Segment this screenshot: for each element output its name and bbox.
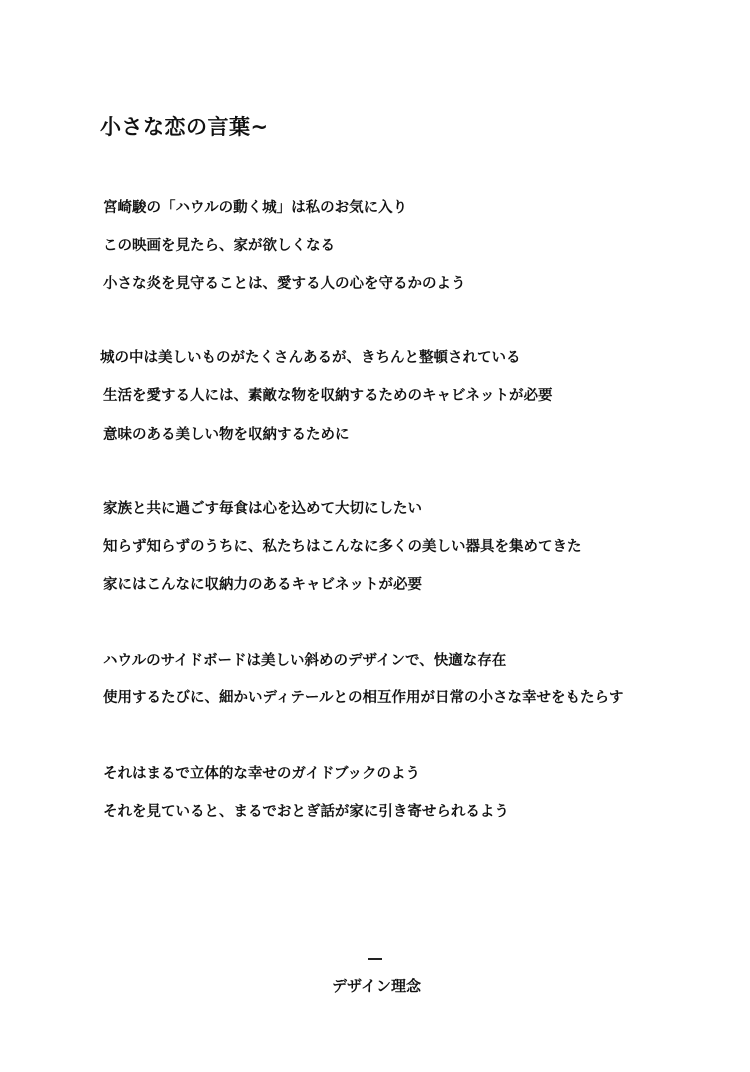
text-line: 家にはこんなに収納力のあるキャビネットが必要	[103, 577, 422, 593]
text-line: それを見ていると、まるでおとぎ話が家に引き寄せられるよう	[103, 804, 509, 820]
text-line: ハウルのサイドボードは美しい斜めのデザインで、快適な存在	[103, 653, 507, 669]
text-line: 使用するたびに、細かいディテールとの相互作用が日常の小さな幸せをもたらす	[103, 690, 624, 706]
text-line: 生活を愛する人には、素敵な物を収納するためのキャビネットが必要	[103, 388, 553, 404]
text-line: 知らず知らずのうちに、私たちはこんなに多くの美しい器具を集めてきた	[103, 539, 582, 555]
text-line: 家族と共に過ごす毎食は心を込めて大切にしたい	[103, 501, 422, 517]
signature-dash	[368, 958, 382, 960]
text-line: 宮崎駿の「ハウルの動く城」は私のお気に入り	[103, 200, 408, 216]
text-line: 城の中は美しいものがたくさんあるが、きちんと整頓されている	[100, 350, 521, 366]
text-line: この映画を見たら、家が欲しくなる	[103, 238, 335, 254]
text-line: それはまるで立体的な幸せのガイドブックのよう	[103, 766, 420, 782]
text-line: 小さな炎を見守ることは、愛する人の心を守るかのよう	[103, 276, 466, 292]
text-line: 意味のある美しい物を収納するために	[103, 427, 350, 443]
page-title: 小さな恋の言葉~	[100, 115, 269, 139]
signature-label: デザイン理念	[332, 977, 421, 995]
